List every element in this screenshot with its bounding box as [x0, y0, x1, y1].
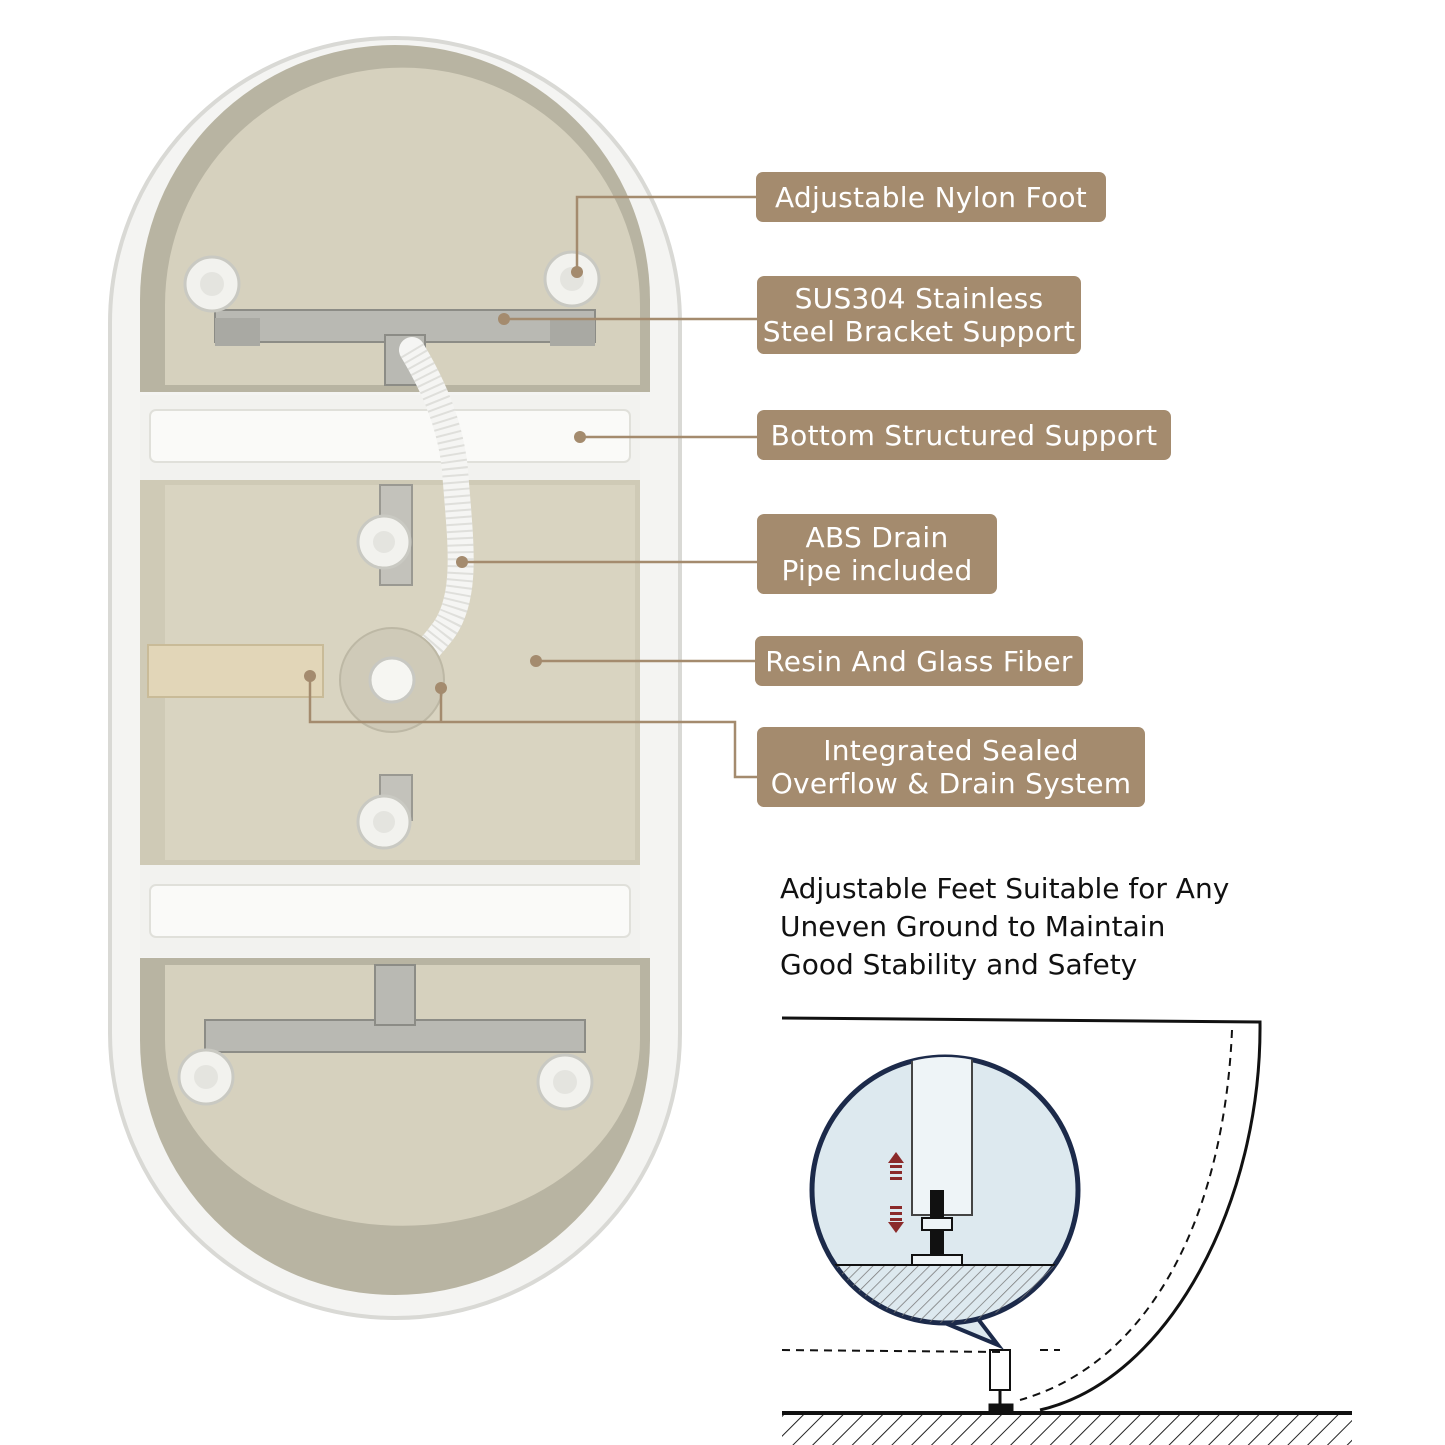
label-overflow-drain-system: Integrated Sealed Overflow & Drain System: [757, 727, 1145, 807]
nylon-foot: [185, 257, 239, 311]
label-adjustable-nylon-foot: Adjustable Nylon Foot: [756, 172, 1106, 222]
nylon-foot: [358, 796, 410, 848]
label-stainless-bracket: SUS304 Stainless Steel Bracket Support: [757, 276, 1081, 354]
label-abs-drain-pipe: ABS Drain Pipe included: [757, 514, 997, 594]
ground-hatch: [782, 1415, 1352, 1445]
nylon-foot: [545, 252, 599, 306]
foot-detail-callout: [800, 1050, 1100, 1345]
nylon-foot: [538, 1055, 592, 1109]
nylon-foot: [358, 516, 410, 568]
adjustable-feet-caption: Adjustable Feet Suitable for Any Uneven Ground to Maintain Good Stability and Safety: [780, 872, 1230, 981]
label-bottom-structured-support: Bottom Structured Support: [757, 410, 1171, 460]
nylon-foot: [179, 1050, 233, 1104]
label-resin-glass-fiber: Resin And Glass Fiber: [755, 636, 1083, 686]
resin-block: [148, 645, 323, 697]
